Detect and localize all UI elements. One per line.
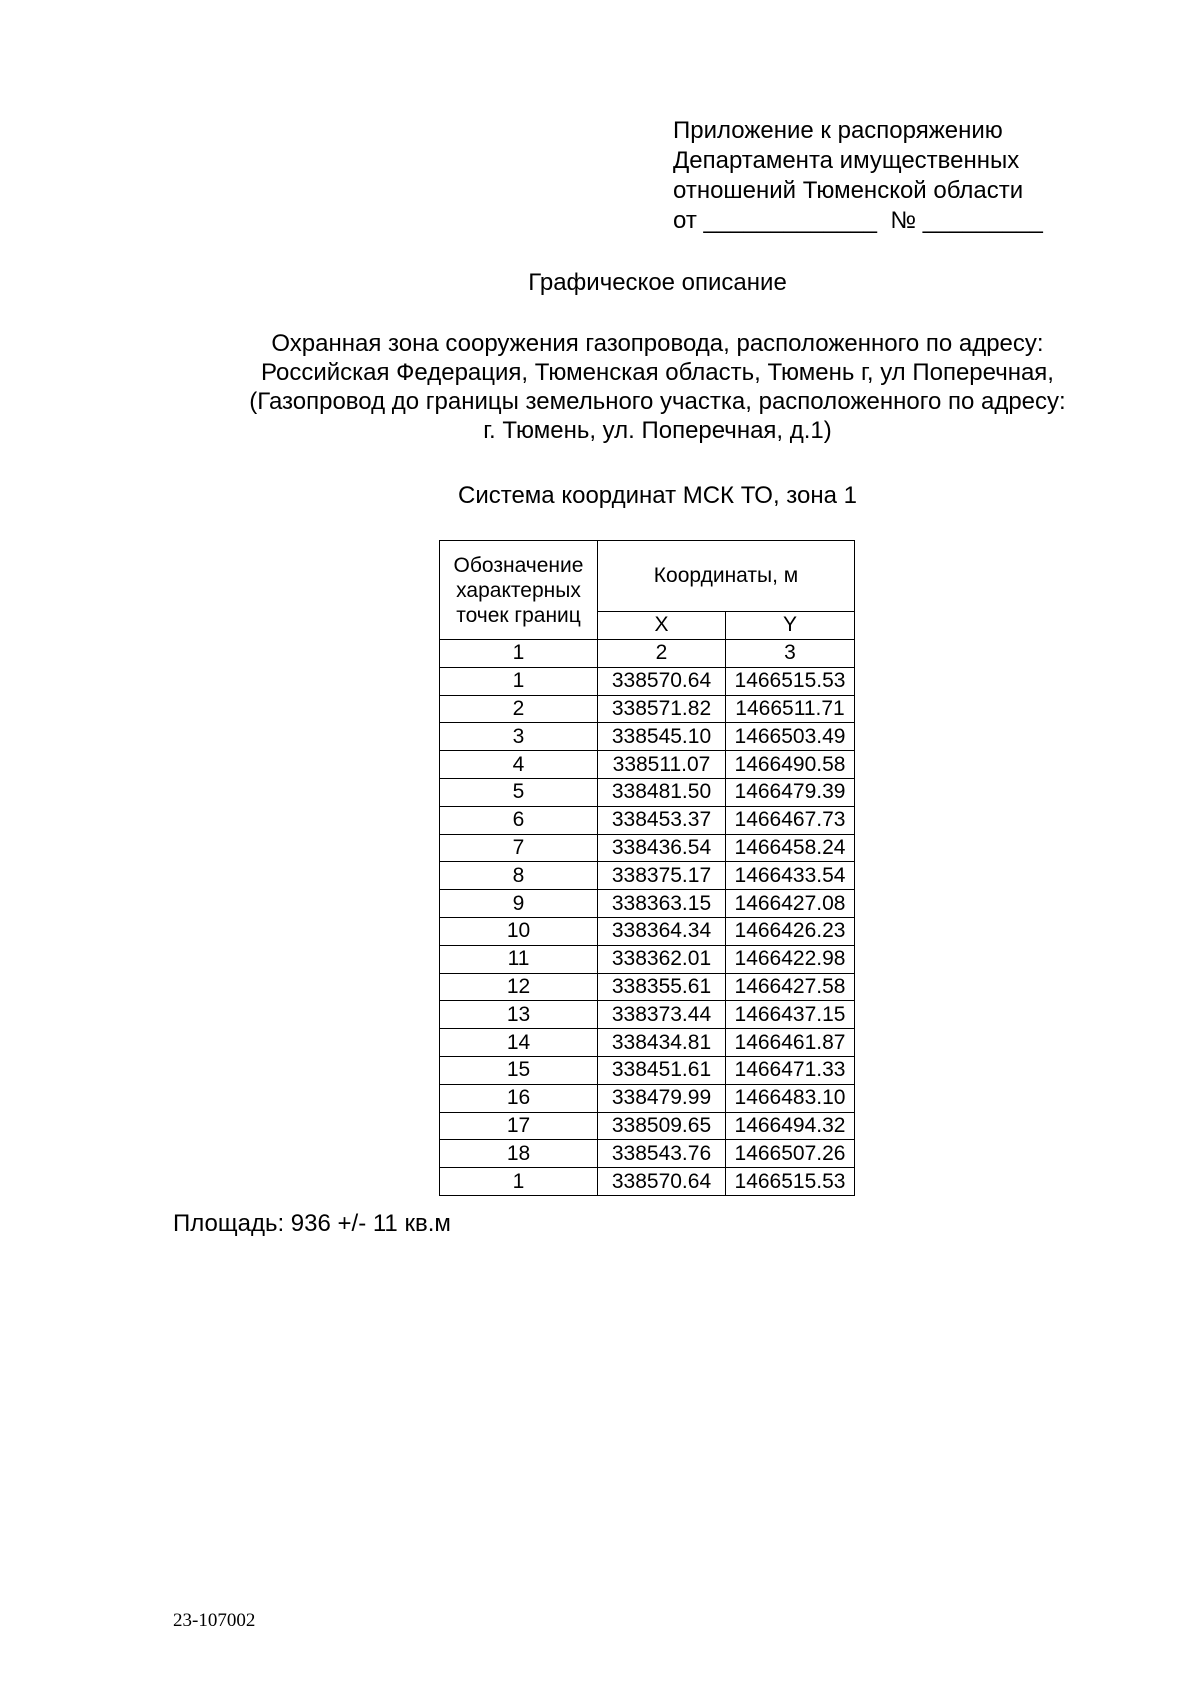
y-cell: 1466511.71 xyxy=(726,695,855,723)
y-cell: 1466467.73 xyxy=(726,806,855,834)
approval-line: Приложение к распоряжению xyxy=(673,117,1003,144)
column-number-row xyxy=(440,640,855,668)
table-row xyxy=(440,973,855,1001)
approval-line: Департамента имущественных xyxy=(673,147,1020,174)
point-cell: 18 xyxy=(440,1140,598,1168)
x-cell: 338453.37 xyxy=(598,806,726,834)
column-number: 3 xyxy=(726,640,855,668)
x-cell: 338543.76 xyxy=(598,1140,726,1168)
table-row xyxy=(440,945,855,973)
x-cell: 338355.61 xyxy=(598,973,726,1001)
point-cell: 15 xyxy=(440,1056,598,1084)
point-cell: 7 xyxy=(440,834,598,862)
x-cell: 338509.65 xyxy=(598,1112,726,1140)
x-cell: 338375.17 xyxy=(598,862,726,890)
y-cell: 1466422.98 xyxy=(726,945,855,973)
point-cell: 1 xyxy=(440,667,598,695)
table-row xyxy=(440,862,855,890)
table-row xyxy=(440,1140,855,1168)
y-cell: 1466515.53 xyxy=(726,667,855,695)
x-cell: 338545.10 xyxy=(598,723,726,751)
y-cell: 1466458.24 xyxy=(726,834,855,862)
y-cell: 1466461.87 xyxy=(726,1029,855,1057)
y-cell: 1466507.26 xyxy=(726,1140,855,1168)
coordinates-table xyxy=(439,540,855,1196)
y-cell: 1466479.39 xyxy=(726,778,855,806)
x-cell: 338364.34 xyxy=(598,917,726,945)
table-row xyxy=(440,917,855,945)
point-cell: 1 xyxy=(440,1168,598,1196)
subject-description xyxy=(0,329,1200,445)
point-cell: 8 xyxy=(440,862,598,890)
table-row xyxy=(440,751,855,779)
x-cell: 338434.81 xyxy=(598,1029,726,1057)
table-header-row xyxy=(440,541,855,612)
point-cell: 9 xyxy=(440,890,598,918)
y-cell: 1466515.53 xyxy=(726,1168,855,1196)
table-row xyxy=(440,695,855,723)
header-y: Y xyxy=(726,611,855,639)
table-row xyxy=(440,1029,855,1057)
column-number: 2 xyxy=(598,640,726,668)
x-cell: 338436.54 xyxy=(598,834,726,862)
x-cell: 338571.82 xyxy=(598,695,726,723)
y-cell: 1466503.49 xyxy=(726,723,855,751)
y-cell: 1466427.58 xyxy=(726,973,855,1001)
subject-line: Охранная зона сооружения газопровода, расположенного по адресу: xyxy=(271,330,1044,357)
y-cell: 1466494.32 xyxy=(726,1112,855,1140)
approval-block xyxy=(673,116,1043,236)
table-row xyxy=(440,1084,855,1112)
y-cell: 1466437.15 xyxy=(726,1001,855,1029)
y-cell: 1466471.33 xyxy=(726,1056,855,1084)
table-row xyxy=(440,1001,855,1029)
header-coordinates: Координаты, м xyxy=(598,541,855,612)
table-row xyxy=(440,1168,855,1196)
x-cell: 338363.15 xyxy=(598,890,726,918)
point-cell: 6 xyxy=(440,806,598,834)
subject-line: Российская Федерация, Тюменская область, Тюмень г, ул Поперечная, xyxy=(261,359,1054,386)
subject-line: г. Тюмень, ул. Поперечная, д.1) xyxy=(483,417,832,444)
point-cell: 3 xyxy=(440,723,598,751)
y-cell: 1466490.58 xyxy=(726,751,855,779)
table-row xyxy=(440,1112,855,1140)
point-cell: 13 xyxy=(440,1001,598,1029)
subject-line: (Газопровод до границы земельного участка, расположенного по адресу: xyxy=(249,388,1066,415)
y-cell: 1466483.10 xyxy=(726,1084,855,1112)
point-cell: 4 xyxy=(440,751,598,779)
coordinate-system: Система координат МСК ТО, зона 1 xyxy=(458,482,857,509)
y-cell: 1466427.08 xyxy=(726,890,855,918)
point-cell: 5 xyxy=(440,778,598,806)
x-cell: 338570.64 xyxy=(598,667,726,695)
table-row xyxy=(440,890,855,918)
header-point-designation: Обозначение характерных точек границ xyxy=(440,541,598,640)
approval-line: отношений Тюменской области xyxy=(673,177,1024,204)
point-cell: 11 xyxy=(440,945,598,973)
point-cell: 17 xyxy=(440,1112,598,1140)
point-cell: 16 xyxy=(440,1084,598,1112)
x-cell: 338451.61 xyxy=(598,1056,726,1084)
x-cell: 338373.44 xyxy=(598,1001,726,1029)
x-cell: 338511.07 xyxy=(598,751,726,779)
point-cell: 12 xyxy=(440,973,598,1001)
point-cell: 14 xyxy=(440,1029,598,1057)
x-cell: 338481.50 xyxy=(598,778,726,806)
document-title: Графическое описание xyxy=(528,269,787,296)
document-code: 23-107002 xyxy=(173,1610,256,1631)
y-cell: 1466426.23 xyxy=(726,917,855,945)
point-cell: 2 xyxy=(440,695,598,723)
x-cell: 338570.64 xyxy=(598,1168,726,1196)
table-row xyxy=(440,834,855,862)
x-cell: 338362.01 xyxy=(598,945,726,973)
column-number: 1 xyxy=(440,640,598,668)
table-row xyxy=(440,667,855,695)
approval-date-number-line: от _____________ № _________ xyxy=(673,207,1043,234)
y-cell: 1466433.54 xyxy=(726,862,855,890)
table-row xyxy=(440,778,855,806)
point-cell: 10 xyxy=(440,917,598,945)
table-row xyxy=(440,1056,855,1084)
x-cell: 338479.99 xyxy=(598,1084,726,1112)
table-row xyxy=(440,806,855,834)
header-x: X xyxy=(598,611,726,639)
table-row xyxy=(440,723,855,751)
area-value: Площадь: 936 +/- 11 кв.м xyxy=(173,1210,451,1237)
